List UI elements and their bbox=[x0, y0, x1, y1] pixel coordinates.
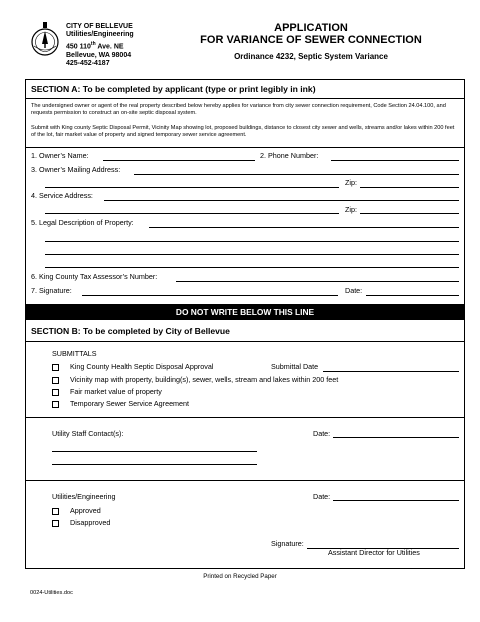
legal-description-field[interactable] bbox=[149, 227, 459, 228]
applicant-date-field[interactable] bbox=[366, 295, 459, 296]
title-line-1: APPLICATION bbox=[274, 22, 348, 34]
submittal-item-label: Vicinity map with property, building(s), sewer, wells, stream and lakes within 200 feet bbox=[70, 375, 339, 384]
approved-label: Approved bbox=[70, 506, 101, 515]
submittal-date-label: Submittal Date bbox=[271, 362, 319, 371]
divider bbox=[25, 341, 465, 342]
phone-number-label: 2. Phone Number: bbox=[260, 151, 319, 160]
tax-assessor-number-field[interactable] bbox=[176, 281, 459, 282]
street-address: 450 110th Ave. NE bbox=[66, 40, 124, 51]
mailing-address-field[interactable] bbox=[134, 174, 459, 175]
divider bbox=[25, 480, 465, 481]
section-b-heading: SECTION B: To be completed by City of Bellevue bbox=[31, 326, 230, 336]
assistant-director-caption: Assistant Director for Utilities bbox=[328, 548, 420, 557]
submittal-item-label: Temporary Sewer Service Agreement bbox=[70, 399, 190, 408]
recycled-paper-note: Printed on Recycled Paper bbox=[203, 573, 277, 580]
submittal-item-label: Fair market value of property bbox=[70, 387, 162, 396]
submittal-checkbox-vicinity-map[interactable] bbox=[52, 377, 59, 384]
tax-assessor-number-label: 6. King County Tax Assessor’s Number: bbox=[31, 272, 158, 281]
divider bbox=[25, 417, 465, 418]
legal-description-line-4[interactable] bbox=[45, 267, 459, 268]
zip-field[interactable] bbox=[360, 213, 459, 214]
submittal-item-label: King County Health Septic Disposal Approval bbox=[70, 362, 214, 371]
disapproved-checkbox[interactable] bbox=[52, 520, 59, 527]
do-not-write-banner: DO NOT WRITE BELOW THIS LINE bbox=[25, 304, 465, 320]
owner-name-field[interactable] bbox=[103, 160, 255, 161]
owner-name-label: 1. Owner’s Name: bbox=[31, 151, 89, 160]
city-seal-logo bbox=[30, 20, 60, 62]
phone-number-field[interactable] bbox=[331, 160, 459, 161]
date-label: Date: bbox=[345, 286, 363, 295]
staff-contact-field-2[interactable] bbox=[52, 464, 257, 465]
approved-checkbox[interactable] bbox=[52, 508, 59, 515]
service-address-field[interactable] bbox=[104, 200, 459, 201]
signature-label: 7. Signature: bbox=[31, 286, 72, 295]
legal-description-label: 5. Legal Description of Property: bbox=[31, 218, 134, 227]
city-state-zip: Bellevue, WA 98004 bbox=[66, 51, 132, 59]
approval-date-field[interactable] bbox=[333, 500, 459, 501]
divider bbox=[25, 147, 465, 148]
zip-label: Zip: bbox=[345, 178, 357, 187]
divider bbox=[25, 98, 465, 99]
director-signature-label: Signature: bbox=[271, 539, 304, 548]
mailing-address-line-2[interactable] bbox=[45, 187, 339, 188]
department: Utilities/Engineering bbox=[66, 31, 134, 39]
section-a-paragraph-1: The undersigned owner or agent of the real property described below hereby applies for variance from city sewer connection requirement, Code Section 24.04.100, and requests permission to construct an on-site septic disposal system. bbox=[31, 103, 446, 116]
zip-field[interactable] bbox=[360, 187, 459, 188]
form-id: 0024-Utilities.doc bbox=[30, 590, 73, 596]
mailing-address-label: 3. Owner’s Mailing Address: bbox=[31, 165, 121, 174]
city-name: CITY OF BELLEVUE bbox=[66, 23, 133, 30]
submittal-date-field[interactable] bbox=[323, 371, 459, 372]
staff-contact-label: Utility Staff Contact(s): bbox=[52, 429, 124, 438]
title-line-2: FOR VARIANCE OF SEWER CONNECTION bbox=[200, 34, 422, 46]
form-title-block bbox=[180, 22, 442, 61]
staff-contact-field-1[interactable] bbox=[52, 451, 257, 452]
utilities-engineering-label: Utilities/Engineering bbox=[52, 492, 116, 501]
section-a-paragraph-2: Submit with King county Septic Disposal Permit, Vicinity Map showing lot, proposed buildings, distance to closest city sewer and wells, streams and/or lakes within 200 feet of the lot, fair market value of property and signed temporary sewer service agreement. bbox=[31, 125, 455, 138]
section-a-heading: SECTION A: To be completed by applicant (type or print legibly in ink) bbox=[31, 84, 316, 94]
service-address-line-2[interactable] bbox=[45, 213, 339, 214]
legal-description-line-3[interactable] bbox=[45, 254, 459, 255]
submittal-checkbox-septic-approval[interactable] bbox=[52, 364, 59, 371]
disapproved-label: Disapproved bbox=[70, 518, 111, 527]
phone-number: 425-452-4187 bbox=[66, 59, 110, 67]
staff-contact-date-field[interactable] bbox=[333, 437, 459, 438]
date-label: Date: bbox=[313, 492, 331, 501]
submittal-checkbox-market-value[interactable] bbox=[52, 389, 59, 396]
submittal-checkbox-sewer-agreement[interactable] bbox=[52, 401, 59, 408]
city-address-block bbox=[66, 23, 134, 68]
date-label: Date: bbox=[313, 429, 331, 438]
service-address-label: 4. Service Address: bbox=[31, 191, 93, 200]
form-subtitle: Ordinance 4232, Septic System Variance bbox=[234, 52, 388, 61]
applicant-signature-field[interactable] bbox=[82, 295, 338, 296]
legal-description-line-2[interactable] bbox=[45, 241, 459, 242]
submittals-label: SUBMITTALS bbox=[52, 349, 97, 358]
zip-label: Zip: bbox=[345, 205, 357, 214]
